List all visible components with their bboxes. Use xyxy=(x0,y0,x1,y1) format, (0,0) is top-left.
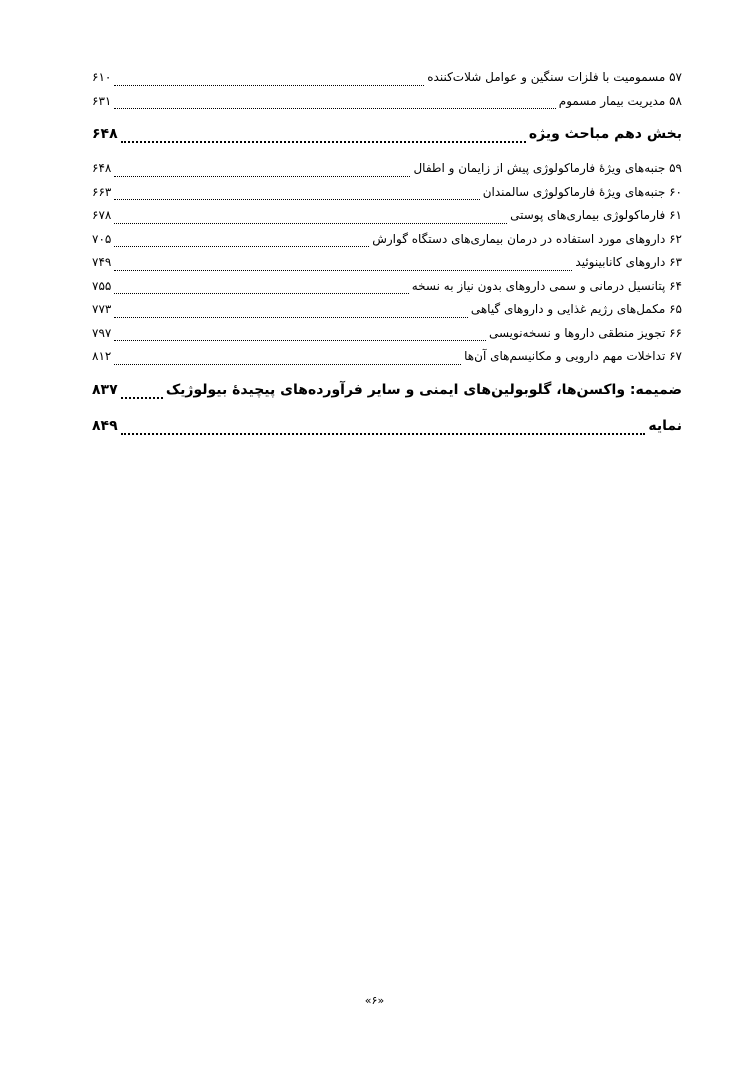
toc-page-number: ۷۹۷ xyxy=(92,325,112,340)
table-of-contents xyxy=(92,66,682,444)
dot-leader xyxy=(114,101,555,109)
toc-page-number: ۶۶۳ xyxy=(92,184,112,199)
dot-leader xyxy=(114,239,369,247)
toc-title: ۶۶ تجویز منطقی داروها و نسخه‌نویسی xyxy=(488,325,682,340)
toc-title: ۶۱ فارماکولوژی بیماری‌های پوستی xyxy=(510,208,682,222)
toc-entry-row xyxy=(92,345,682,369)
toc-page-number: ۷۴۹ xyxy=(92,255,112,269)
dot-leader xyxy=(114,357,461,365)
toc-entry-row xyxy=(92,251,682,275)
toc-title: ۶۰ جنبه‌های ویژهٔ فارماکولوژی سالمندان xyxy=(482,184,682,199)
dot-leader xyxy=(114,333,486,341)
toc-title: ۶۳ داروهای کانابینوئید xyxy=(575,255,682,269)
toc-page-number: ۸۴۹ xyxy=(92,417,118,434)
dot-leader xyxy=(114,169,410,177)
toc-title: ۵۸ مدیریت بیمار مسموم xyxy=(558,93,682,108)
toc-section-row xyxy=(92,372,682,408)
toc-entry-row xyxy=(92,298,682,322)
toc-title: نمایه xyxy=(648,417,682,434)
dot-leader xyxy=(114,216,507,224)
dot-leader xyxy=(114,310,467,318)
toc-page-number: ۶۱۰ xyxy=(92,70,112,84)
toc-title: ۶۵ مکمل‌های رژیم غذایی و داروهای گیاهی xyxy=(470,302,682,316)
toc-entry-row xyxy=(92,228,682,252)
toc-entry-row xyxy=(92,204,682,228)
toc-page-number: ۶۷۸ xyxy=(92,208,112,222)
toc-section-row xyxy=(92,408,682,444)
toc-title: ضمیمه: واکسن‌ها، گلوبولین‌های ایمنی و سایر فرآورده‌های پیچیدهٔ بیولوژیک xyxy=(165,381,682,398)
toc-title: ۵۹ جنبه‌های ویژهٔ فارماکولوژی پیش از زایمان و اطفال xyxy=(413,161,682,175)
toc-title: بخش دهم مباحث ویژه xyxy=(528,126,682,142)
dot-leader xyxy=(114,263,572,271)
page-number: «۶» xyxy=(364,994,385,1007)
toc-entry-row xyxy=(92,66,682,90)
toc-entry-row xyxy=(92,181,682,205)
toc-page-number: ۷۰۵ xyxy=(92,231,112,246)
dot-leader xyxy=(121,425,646,435)
toc-entry-row xyxy=(92,275,682,299)
toc-section-row xyxy=(92,116,682,152)
toc-title: ۶۲ داروهای مورد استفاده در درمان بیماری‌های دستگاه گوارش xyxy=(372,231,682,246)
toc-entry-row xyxy=(92,157,682,181)
toc-title: ۵۷ مسمومیت با فلزات سنگین و عوامل شلات‌کننده xyxy=(427,70,682,84)
toc-page-number: ۸۱۲ xyxy=(92,349,112,363)
toc-page-number: ۷۵۵ xyxy=(92,278,112,293)
dot-leader xyxy=(114,286,408,294)
toc-page-number: ۶۳۱ xyxy=(92,93,112,108)
toc-title: ۶۴ پتانسیل درمانی و سمی داروهای بدون نیاز به نسخه xyxy=(411,278,682,293)
dot-leader xyxy=(121,133,526,143)
toc-entry-row xyxy=(92,322,682,346)
toc-page-number: ۶۴۸ xyxy=(92,126,118,142)
toc-page-number: ۶۴۸ xyxy=(92,161,112,175)
toc-page-number: ۷۷۳ xyxy=(92,302,112,316)
toc-title: ۶۷ تداخلات مهم دارویی و مکانیسم‌های آن‌ها xyxy=(464,349,682,363)
dot-leader xyxy=(114,192,479,200)
toc-entry-row xyxy=(92,90,682,114)
toc-page-number: ۸۳۷ xyxy=(92,381,118,398)
dot-leader xyxy=(114,78,424,86)
dot-leader xyxy=(121,389,163,399)
